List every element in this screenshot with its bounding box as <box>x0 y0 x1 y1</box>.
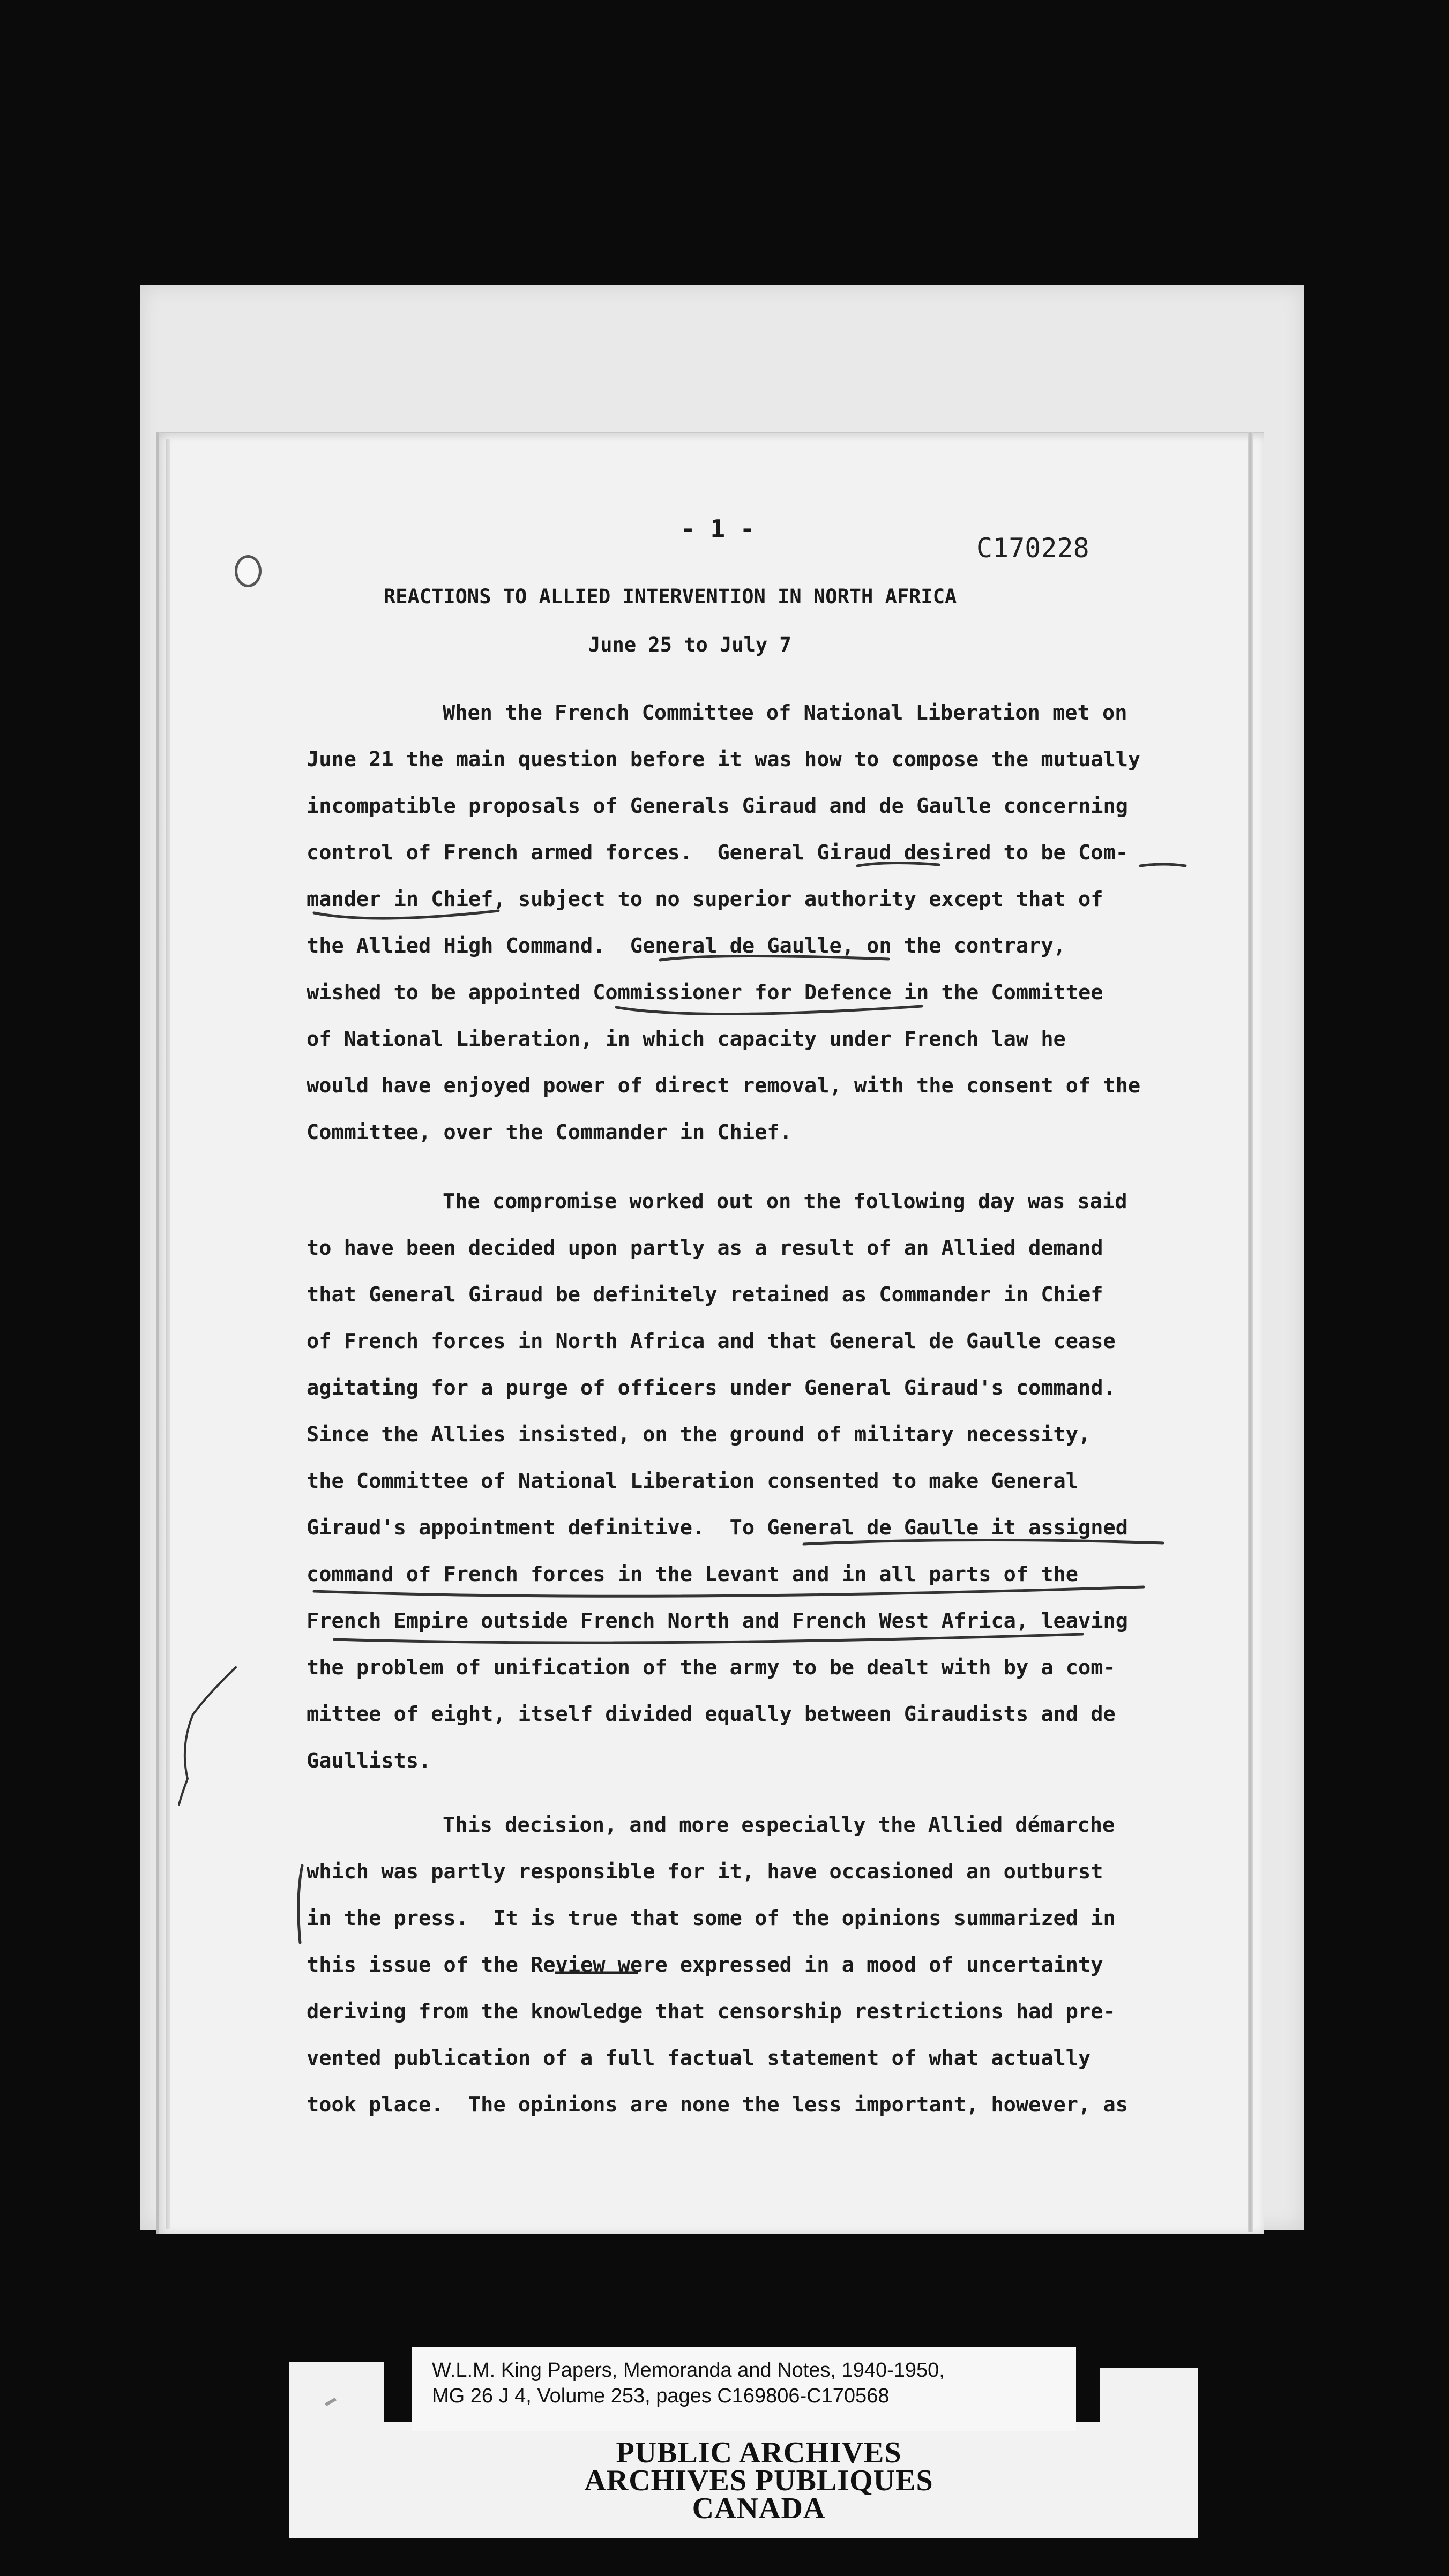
citation-line-2: MG 26 J 4, Volume 253, pages C169806-C170568 <box>432 2385 890 2407</box>
archives-french: ARCHIVES PUBLIQUES <box>584 2464 933 2497</box>
punch-hole-mark <box>235 555 262 587</box>
citation-line-1: W.L.M. King Papers, Memoranda and Notes, 1940-1950, <box>432 2359 945 2382</box>
document-dates: June 25 to July 7 <box>588 633 791 656</box>
text-line: incompatible proposals of Generals Giraud and de Gaulle concerning <box>307 794 1128 818</box>
label-tab-left <box>289 2362 384 2538</box>
text-line: mander in Chief, subject to no superior authority except that of <box>307 887 1103 911</box>
text-line: command of French forces in the Levant and in all parts of the <box>307 1562 1079 1586</box>
page-left-edge <box>166 439 170 2229</box>
archives-country: CANADA <box>692 2492 826 2525</box>
text-line: the Allied High Command. General de Gaulle, on the contrary, <box>307 934 1066 958</box>
text-line: Committee, over the Commander in Chief. <box>307 1120 792 1144</box>
text-line: This decision, and more especially the Allied démarche <box>443 1813 1115 1837</box>
text-line: deriving from the knowledge that censorship restrictions had pre- <box>307 2000 1116 2024</box>
text-line: When the French Committee of National Liberation met on <box>443 701 1127 725</box>
text-line: wished to be appointed Commissioner for Defence in the Committee <box>307 980 1103 1005</box>
page-number: - 1 - <box>681 514 755 543</box>
text-line: June 21 the main question before it was how to compose the mutually <box>307 747 1141 772</box>
text-line: that General Giraud be definitely retained as Commander in Chief <box>307 1283 1103 1307</box>
archive-citation <box>432 2357 1075 2409</box>
text-line: agitating for a purge of officers under General Giraud's command. <box>307 1376 1116 1400</box>
document-number: C170228 <box>976 533 1089 564</box>
text-line: would have enjoyed power of direct removal, with the consent of the <box>307 1074 1141 1098</box>
text-line: mittee of eight, itself divided equally between Giraudists and de <box>307 1702 1116 1726</box>
archives-english: PUBLIC ARCHIVES <box>616 2436 902 2469</box>
archives-stamp <box>384 2436 1134 2525</box>
text-line: of National Liberation, in which capacity under French law he <box>307 1027 1066 1051</box>
text-line: vented publication of a full factual statement of what actually <box>307 2046 1091 2070</box>
text-line: in the press. It is true that some of the opinions summarized in <box>307 1906 1116 1930</box>
text-line: this issue of the Review were expressed in a mood of uncertainty <box>307 1953 1103 1977</box>
text-line: Since the Allies insisted, on the ground of military necessity, <box>307 1422 1091 1447</box>
text-line: to have been decided upon partly as a result of an Allied demand <box>307 1236 1103 1260</box>
text-line: the problem of unification of the army to be dealt with by a com- <box>307 1656 1116 1680</box>
document-title: REACTIONS TO ALLIED INTERVENTION IN NORTH AFRICA <box>384 585 957 608</box>
text-line: took place. The opinions are none the less important, however, as <box>307 2093 1128 2117</box>
text-line: The compromise worked out on the following day was said <box>443 1189 1127 1214</box>
text-line: which was partly responsible for it, have occasioned an outburst <box>307 1860 1103 1884</box>
text-line: control of French armed forces. General Giraud desired to be Com- <box>307 841 1128 865</box>
text-line: of French forces in North Africa and that General de Gaulle cease <box>307 1329 1116 1353</box>
text-line: the Committee of National Liberation consented to make General <box>307 1469 1079 1493</box>
text-line: Giraud's appointment definitive. To General de Gaulle it assigned <box>307 1516 1128 1540</box>
text-line: Gaullists. <box>307 1749 431 1773</box>
text-line: French Empire outside French North and French West Africa, leaving <box>307 1609 1128 1633</box>
page-right-edge <box>1248 432 1253 2232</box>
